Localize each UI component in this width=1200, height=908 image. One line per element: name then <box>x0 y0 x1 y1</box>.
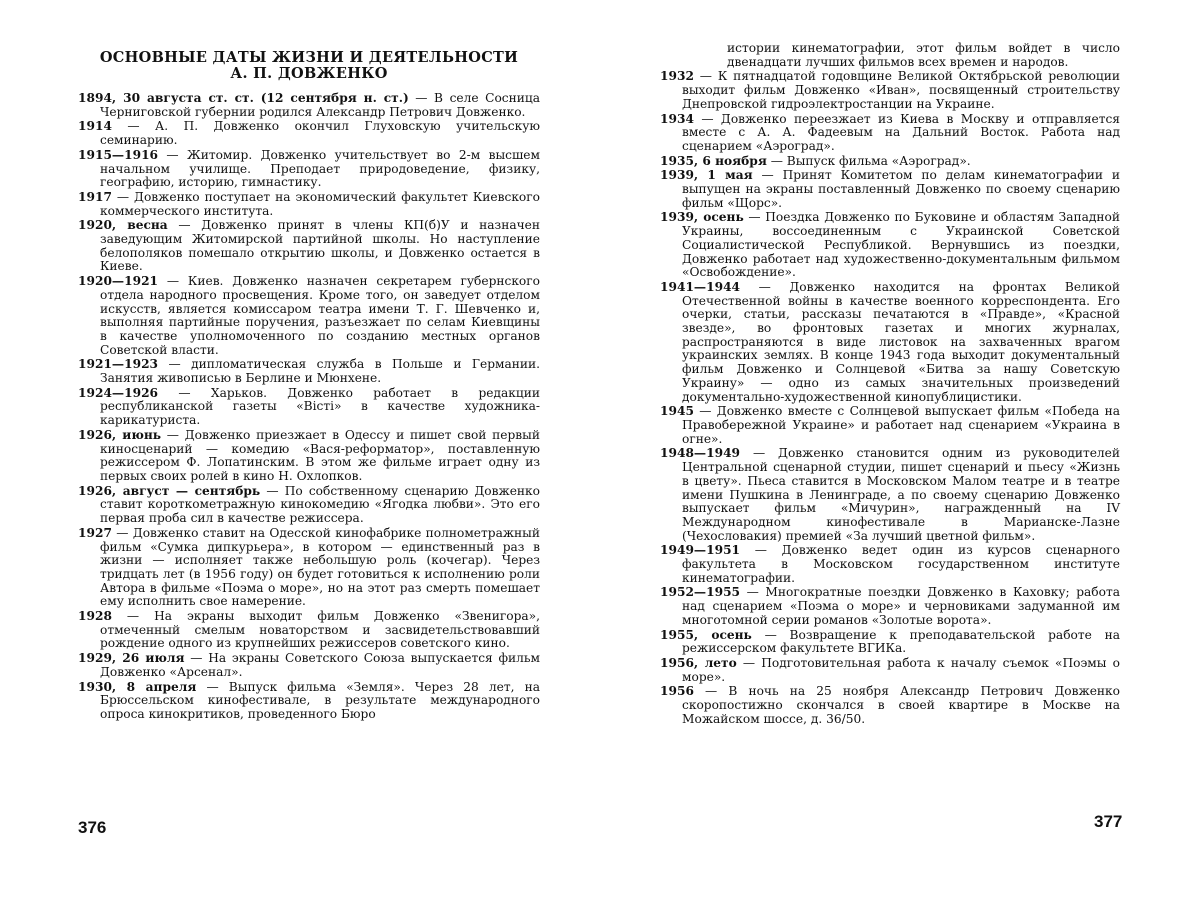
chronology-entry <box>78 92 540 119</box>
chronology-entry <box>660 211 1120 280</box>
entry-date: 1915—1916 <box>78 148 158 162</box>
page-number-right: 377 <box>1094 812 1122 832</box>
chronology-entry <box>78 681 540 722</box>
entry-text: — Житомир. Довженко учительствует во 2-м высшем начальном училище. Преподает природоведение, физику, географию, историю, гимнастику. <box>100 148 540 189</box>
entry-date: 1926, июнь <box>78 428 161 442</box>
title-line-2: А. П. ДОВЖЕНКО <box>78 66 540 82</box>
left-entries <box>78 92 540 722</box>
chronology-entry <box>78 275 540 357</box>
entry-text: — Довженко ставит на Одесской кинофабрике полнометражный фильм «Сумка дипкурьера», в котором — единственный раз в жизни — исполняет также небольшую роль (кочегар). Через тридцать лет (в 1956 году) он будет готовиться к исполнению роли Автора в фильме «Поэма о море», но на этот раз смерть помешает ему исполнить свое намерение. <box>100 526 540 609</box>
entry-text: — Довженко принят в члены КП(б)У и назначен заведующим Житомирской партийной школы. Но наступление белополяков помешало открытию школы, и Довженко остается в Киеве. <box>100 218 540 273</box>
entry-text: — дипломатическая служба в Польше и Германии. Занятия живописью в Берлине и Мюнхене. <box>100 357 540 385</box>
entry-text: — Довженко приезжает в Одессу и пишет свой первый киносценарий — комедию «Вася-реформатор», поставленную режиссером Ф. Лопатинским. В этом же фильме играет одну из первых своих ролей в кино Н. Охлопков. <box>100 428 540 483</box>
entry-date: 1920, весна <box>78 218 168 232</box>
chronology-entry <box>660 586 1120 627</box>
page-number-left: 376 <box>78 818 106 838</box>
chronology-entry <box>78 429 540 484</box>
chronology-entry <box>78 610 540 651</box>
entry-text: — Многократные поездки Довженко в Каховку; работа над сценарием «Поэма о море» и черновиками задуманной им многотомной серии романов «Золотые ворота». <box>682 585 1120 626</box>
entry-text: — Выпуск фильма «Аэроград». <box>767 154 971 168</box>
right-page <box>660 42 1120 727</box>
chronology-entry <box>78 485 540 526</box>
entry-date: 1949—1951 <box>660 543 740 557</box>
entry-date: 1914 <box>78 119 112 133</box>
entry-date: 1941—1944 <box>660 280 740 294</box>
entry-text: — Возвращение к преподавательской работе на режиссерском факультете ВГИКа. <box>682 628 1120 656</box>
chronology-entry <box>660 629 1120 656</box>
entry-text: — Подготовительная работа к началу съемок «Поэмы о море». <box>682 656 1120 684</box>
chronology-entry <box>660 657 1120 684</box>
chronology-entry <box>78 527 540 609</box>
entry-date: 1926, август — сентябрь <box>78 484 260 498</box>
left-page <box>78 50 540 723</box>
entry-text: — Довженко поступает на экономический факультет Киевского коммерческого института. <box>100 190 540 218</box>
entry-date: 1956, лето <box>660 656 737 670</box>
entry-date: 1894, 30 августа ст. ст. (12 сентября н. ст.) <box>78 91 409 105</box>
entry-text: — Довженко становится одним из руководителей Центральной сценарной студии, пишет сценарий и пьесу «Жизнь в цвету». Пьеса ставится в Московском Малом театре и в театре имени Пушкина в Ленинграде, а по своему сценарию Довженко выпускает фильм «Мичурин», награжденный на IV Международном кинофестивале в Марианске-Лазне (Чехословакия) премией «За лучший цветной фильм». <box>682 446 1120 542</box>
entry-date: 1917 <box>78 190 112 204</box>
entry-text: — Довженко вместе с Солнцевой выпускает фильм «Победа на Правобережной Украине» и работает над сценарием «Украина в огне». <box>682 404 1120 445</box>
chronology-entry <box>660 544 1120 585</box>
chronology-entry <box>78 219 540 274</box>
chronology-entry <box>660 405 1120 446</box>
chronology-entry <box>660 281 1120 404</box>
entry-date: 1928 <box>78 609 112 623</box>
entry-date: 1927 <box>78 526 112 540</box>
chronology-entry <box>78 120 540 147</box>
chronology-entry <box>660 155 1120 169</box>
entry-text: — Поездка Довженко по Буковине и областям Западной Украины, воссоединенным с Украинской Советской Социалистической Республикой. Вернувшись из поездки, Довженко работает над художественно-документальным фильмом «Освобождение». <box>682 210 1120 279</box>
entry-text: — Харьков. Довженко работает в редакции республиканской газеты «Вісті» в качестве художника-карикатуриста. <box>100 386 540 427</box>
entry-text: — Выпуск фильма «Земля». Через 28 лет, на Брюссельском кинофестивале, в результате международного опроса кинокритиков, проведенного Бюро <box>100 680 540 721</box>
chronology-entry <box>660 447 1120 543</box>
title-line-1: ОСНОВНЫЕ ДАТЫ ЖИЗНИ И ДЕЯТЕЛЬНОСТИ <box>78 50 540 66</box>
entry-text: — Киев. Довженко назначен секретарем губернского отдела народного просвещения. Кроме того, он заведует отделом искусств, является комиссаром театра имени Т. Г. Шевченко и, выполняя партийные поручения, разъезжает по селам Киевщины в качестве уполномоченного по созданию местных органов Советской власти. <box>100 274 540 357</box>
entry-date: 1945 <box>660 404 694 418</box>
chronology-entry <box>78 149 540 190</box>
chronology-entry <box>660 169 1120 210</box>
chronology-entry <box>660 70 1120 111</box>
entry-text: — В ночь на 25 ноября Александр Петрович Довженко скоропостижно скончался в своей квартире в Москве на Можайском шоссе, д. 36/50. <box>682 684 1120 725</box>
entry-text: — В селе Сосница Черниговской губернии родился Александр Петрович Довженко. <box>100 91 540 119</box>
entry-date: 1939, 1 мая <box>660 168 753 182</box>
entry-text: — К пятнадцатой годовщине Великой Октябрьской революции выходит фильм Довженко «Иван», посвященный строительству Днепровской гидроэлектростанции на Украине. <box>682 69 1120 110</box>
chronology-entry <box>78 387 540 428</box>
entry-text: — Довженко находится на фронтах Великой Отечественной войны в качестве военного корреспондента. Его очерки, статьи, рассказы печатаются в «Правде», «Красной звезде», во фронтовых газетах и многих журналах, распространяются в виде листовок на захваченных врагом украинских землях. В конце 1943 года выходит документальный фильм Довженко и Солнцевой «Битва за нашу Советскую Украину» — одно из самых значительных произведений документально-художественной кинопублицистики. <box>682 280 1120 404</box>
entry-continuation: истории кинематографии, этот фильм войдет в число двенадцати лучших фильмов всех времен и народов. <box>660 42 1120 69</box>
entry-date: 1930, 8 апреля <box>78 680 196 694</box>
entry-date: 1920—1921 <box>78 274 158 288</box>
chronology-entry <box>78 652 540 679</box>
entry-text: — А. П. Довженко окончил Глуховскую учительскую семинарию. <box>100 119 540 147</box>
entry-date: 1955, осень <box>660 628 752 642</box>
entry-date: 1932 <box>660 69 694 83</box>
chronology-entry <box>660 685 1120 726</box>
chronology-entry <box>660 113 1120 154</box>
entry-date: 1921—1923 <box>78 357 158 371</box>
entry-text: — Довженко ведет один из курсов сценарного факультета в Московском государственном институте кинематографии. <box>682 543 1120 584</box>
book-spread <box>0 0 1200 908</box>
right-entries <box>660 70 1120 726</box>
entry-date: 1935, 6 ноября <box>660 154 767 168</box>
entry-date: 1934 <box>660 112 694 126</box>
entry-text: — По собственному сценарию Довженко ставит короткометражную кинокомедию «Ягодка любви». Это его первая проба сил в качестве режиссера. <box>100 484 540 525</box>
entry-text: — Принят Комитетом по делам кинематографии и выпущен на экраны поставленный Довженко по своему сценарию фильм «Щорс». <box>682 168 1120 209</box>
entry-text: — Довженко переезжает из Киева в Москву и отправляется вместе с А. А. Фадеевым на Дальний Восток. Работа над сценарием «Аэроград». <box>682 112 1120 153</box>
chronology-title <box>78 50 540 82</box>
chronology-entry <box>78 358 540 385</box>
entry-text: — На экраны выходит фильм Довженко «Звенигора», отмеченный смелым новаторством и засвидетельствовавший рождение одного из крупнейших режиссеров советского кино. <box>100 609 540 650</box>
entry-date: 1956 <box>660 684 694 698</box>
entry-date: 1929, 26 июля <box>78 651 185 665</box>
entry-date: 1952—1955 <box>660 585 740 599</box>
entry-text: — На экраны Советского Союза выпускается фильм Довженко «Арсенал». <box>100 651 540 679</box>
chronology-entry <box>78 191 540 218</box>
entry-date: 1924—1926 <box>78 386 158 400</box>
entry-date: 1939, осень <box>660 210 744 224</box>
entry-date: 1948—1949 <box>660 446 740 460</box>
